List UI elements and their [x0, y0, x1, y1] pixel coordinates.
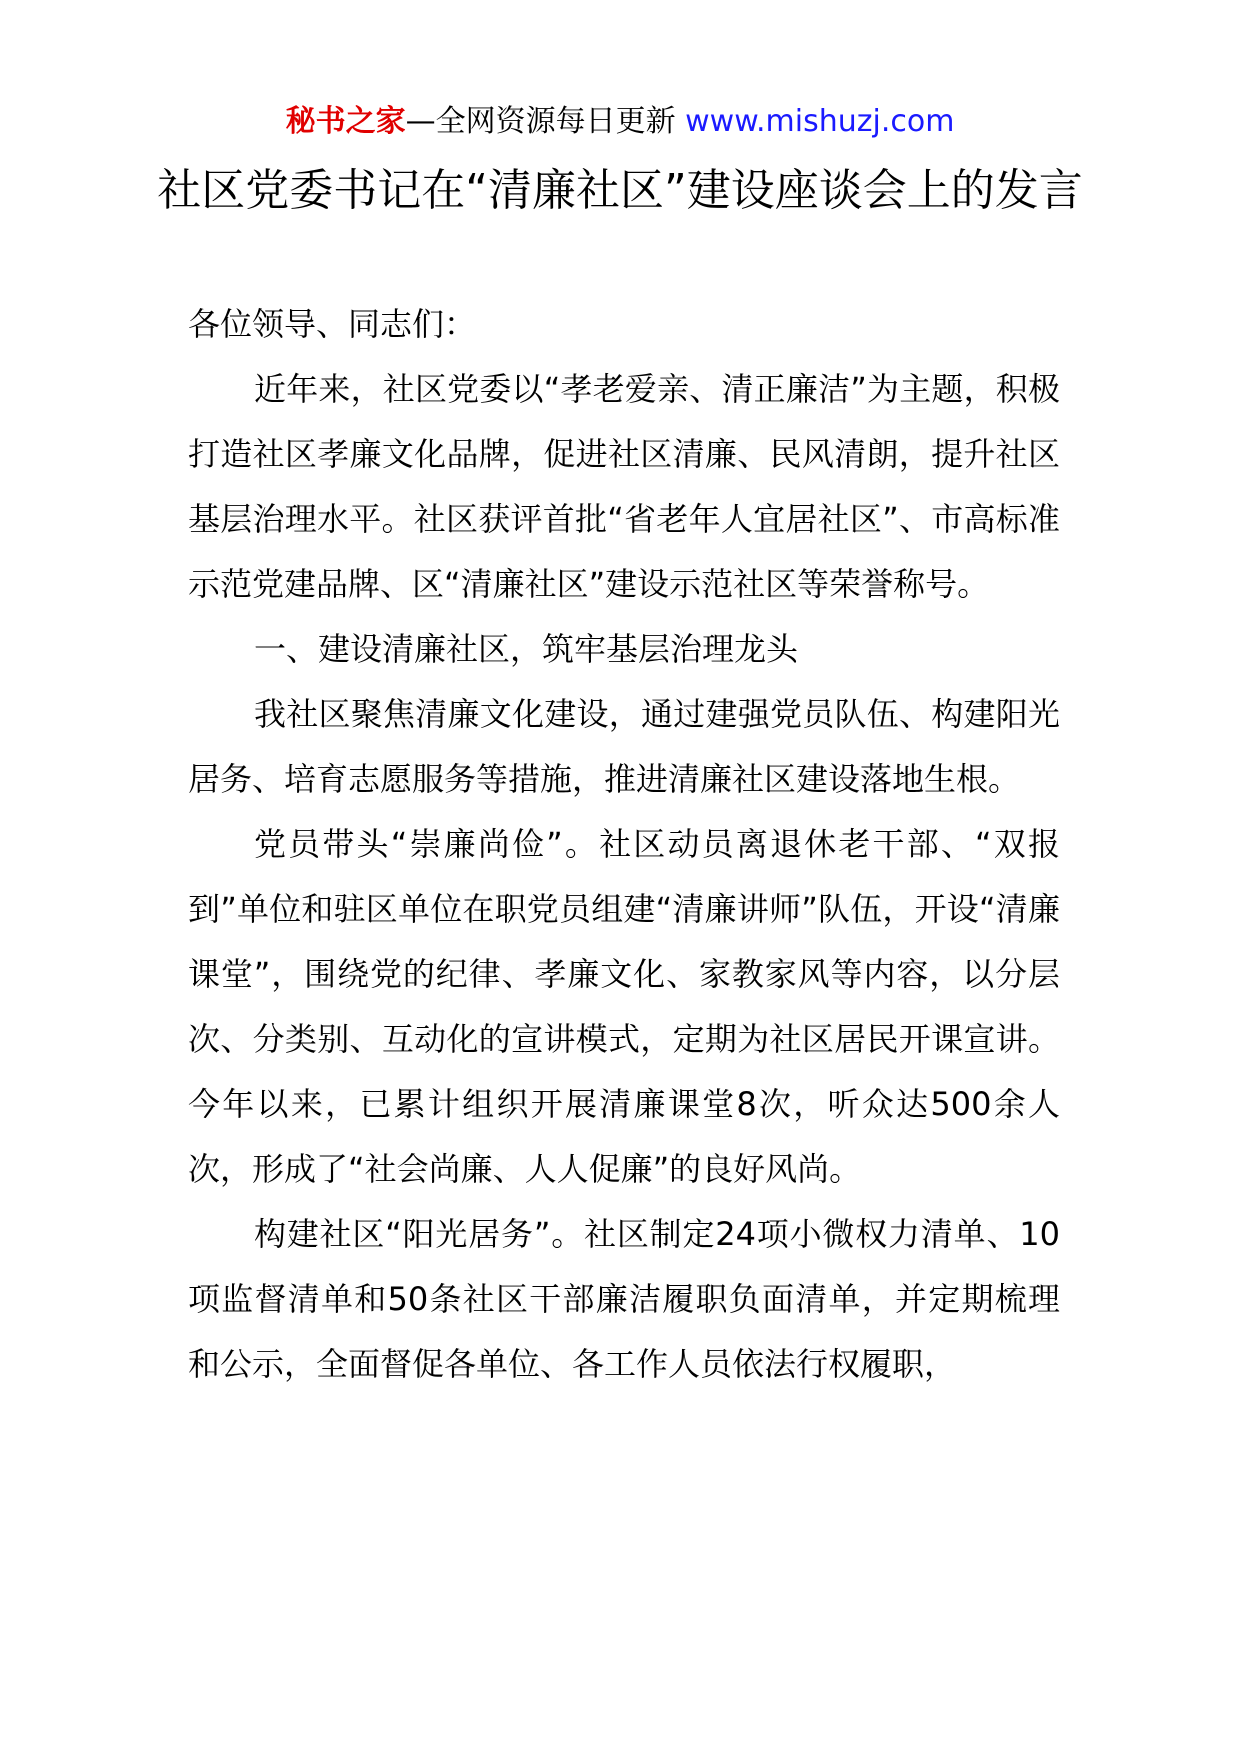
document-title: 社区党委书记在“清廉社区”建设座谈会上的发言 [157, 165, 1083, 216]
section-heading: 一、建设清廉社区，筑牢基层治理龙头 [254, 630, 799, 668]
paragraph: 构建社区“阳光居务”。社区制定24项小微权力清单、10项监督清单和50条社区干部廉洁履职负面清单，并定期梳理和公示，全面督促各单位、各工作人员依法行权履职， [188, 1215, 1060, 1383]
site-url-link[interactable]: www.mishuzj.com [685, 104, 955, 139]
paragraph-intro: 近年来，社区党委以“孝老爱亲、清正廉洁”为主题，积极打造社区孝廉文化品牌，促进社区清廉、民风清朗，提升社区基层治理水平。社区获评首批“省老年人宜居社区”、市高标准示范党建品牌、区“清廉社区”建设示范社区等荣誉称号。 [188, 370, 1060, 603]
header-slogan: —全网资源每日更新 [405, 104, 676, 139]
paragraph: 党员带头“崇廉尚俭”。社区动员离退休老干部、“双报到”单位和驻区单位在职党员组建“清廉讲师”队伍，开设“清廉课堂”，围绕党的纪律、孝廉文化、家教家风等内容，以分层次、分类别、互动化的宣讲模式，定期为社区居民开课宣讲。今年以来，已累计组织开展清廉课堂8次，听众达500余人次，形成了“社会尚廉、人人促廉”的良好风尚。 [188, 825, 1060, 1188]
salutation: 各位领导、同志们： [188, 305, 477, 343]
document-body [188, 292, 1060, 1397]
paragraph: 我社区聚焦清廉文化建设，通过建强党员队伍、构建阳光居务、培育志愿服务等措施，推进清廉社区建设落地生根。 [188, 695, 1060, 798]
site-header [0, 100, 1240, 144]
brand-name: 秘书之家 [285, 104, 406, 139]
